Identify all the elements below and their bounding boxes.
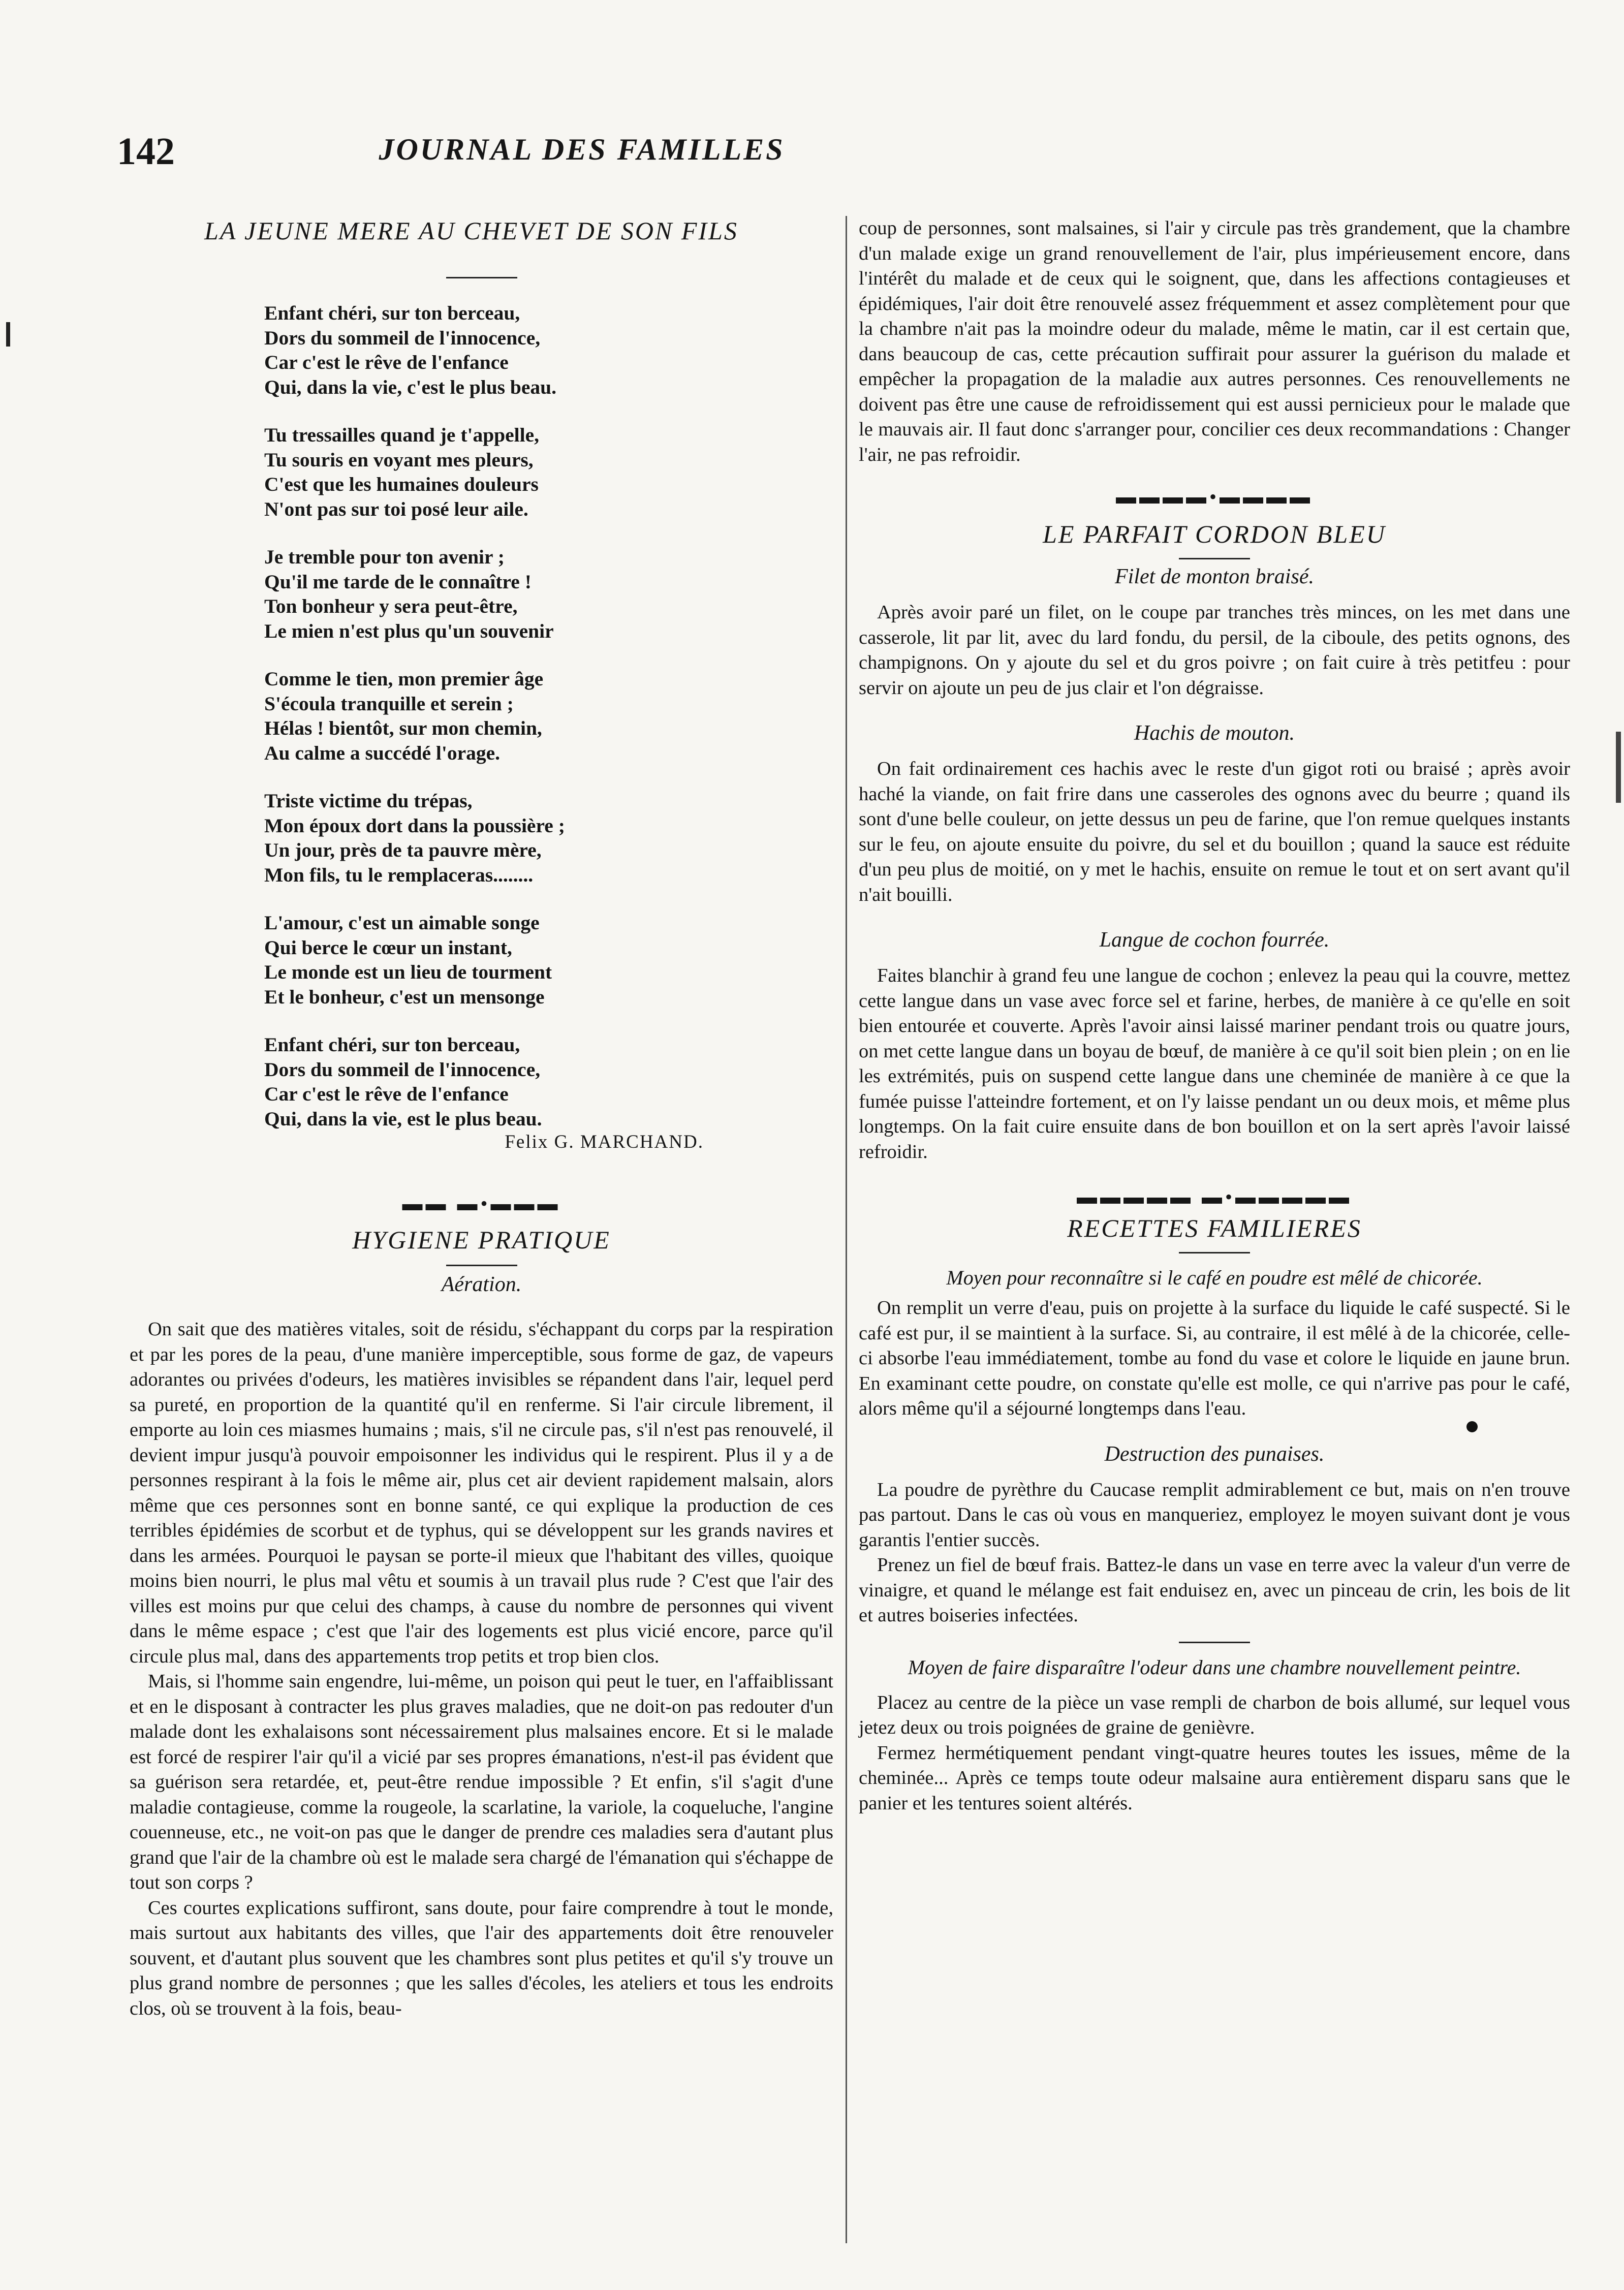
recipe-title: Filet de monton braisé. bbox=[1115, 565, 1314, 588]
poem-verse: Mon fils, tu le remplaceras........ bbox=[264, 863, 534, 886]
recipe-text: On fait ordinairement ces hachis avec le reste d'un gigot roti ou braisé ; après avoir haché la viande, on fait frire dans une casseroles des ognons avec du beurre ; quand ils sont d'une belle couleur, on jette dessus un peu de farine, que l'on remue quelques instants sur le feu, on ajoute ensuite du poivre, du sel et du bouillon ; quand la sauce est réduite d'un peu plus de moitié, on y met le hachis, ensuite on remue le tout et on sert avant qu'il n'ait bouilli. bbox=[859, 758, 1570, 905]
poem-stanza bbox=[264, 911, 833, 1009]
recette-text: Prenez un fiel de bœuf frais. Battez-le dans un vase en terre avec la valeur d'un verre de vinaigre, et quand le mélange est fait enduisez en, avec un pinceau de crin, les bois de lit et autres boiseries infectées. bbox=[859, 1554, 1570, 1626]
poem-verse: Enfant chéri, sur ton berceau, bbox=[264, 1033, 520, 1056]
poem-verse: Hélas ! bientôt, sur mon chemin, bbox=[264, 717, 542, 739]
poem-stanza bbox=[264, 301, 833, 399]
poem-verse: Qu'il me tarde de le connaître ! bbox=[264, 570, 532, 593]
hygiene-continuation: coup de personnes, sont malsaines, si l'air y circule pas très grandement, que la chambre d'un malade exige un grand renouvellement de l'air, plus impérieusement encore, dans l'intérêt du malade et de ceux qui le soignent, que, dans les affections contagieuses et épidémiques, l'air doit être renouvelé assez fréquemment et assez complètement pour que la chambre n'ait pas la moindre odeur du malade, même le matin, car il est certain que, dans beaucoup de cas, cette précaution suffirait pour assurer la guérison du malade et empêcher la propagation de la maladie aux autres personnes. Ces renouvellements ne doivent pas être une cause de refroidissement qui est aussi pernicieux pour le malade que le mauvais air. Il faut donc s'arranger pour, concilier ces deux recommandations : Changer l'air, ne pas refroidir. bbox=[859, 217, 1570, 465]
poem-verse: L'amour, c'est un aimable songe bbox=[264, 912, 540, 934]
poem-verse: Qui, dans la vie, est le plus beau. bbox=[264, 1107, 542, 1130]
poem-stanza bbox=[264, 789, 833, 887]
column-divider bbox=[846, 216, 847, 2243]
poem-verse: Qui berce le cœur un instant, bbox=[264, 936, 512, 959]
poem-signature: Felix G. MARCHAND. bbox=[505, 1132, 704, 1152]
poem-stanza bbox=[264, 1032, 833, 1131]
poem-verse: Qui, dans la vie, c'est le plus beau. bbox=[264, 375, 557, 398]
recette-title: Moyen de faire disparaître l'odeur dans une chambre nouvellement peintre. bbox=[908, 1655, 1521, 1679]
poem-verse: C'est que les humaines douleurs bbox=[264, 473, 539, 495]
recette-text: Fermez hermétiquement pendant vingt-quatre heures toutes les issues, même de la cheminée... Après ce temps toute odeur malsaine aura entièrement disparu sans que le panier et les tentures soient altérés. bbox=[859, 1742, 1570, 1814]
recipe-title: Hachis de mouton. bbox=[1134, 721, 1295, 745]
poem-verse: Dors du sommeil de l'innocence, bbox=[264, 1058, 541, 1081]
section-ornament: ▬▬▬▬▬ ▬•▬▬▬▬▬ bbox=[1076, 1185, 1352, 1208]
poem-verse: Le monde est un lieu de tourment bbox=[264, 961, 552, 983]
poem-verse: N'ont pas sur toi posé leur aile. bbox=[264, 497, 528, 520]
left-column bbox=[130, 216, 833, 2021]
cordon-bleu-title: LE PARFAIT CORDON BLEU bbox=[1043, 520, 1386, 548]
poem-verse: Dors du sommeil de l'innocence, bbox=[264, 326, 541, 349]
right-column bbox=[859, 216, 1570, 1816]
recette-title: Destruction des punaises. bbox=[1104, 1442, 1325, 1466]
poem-verse: Mon époux dort dans la poussière ; bbox=[264, 814, 565, 837]
poem-verse: Et le bonheur, c'est un mensonge bbox=[264, 985, 545, 1008]
title-rule bbox=[446, 277, 517, 278]
poem-verse: S'écoula tranquille et serein ; bbox=[264, 692, 514, 715]
title-rule bbox=[446, 1265, 517, 1266]
poem-title: LA JEUNE MERE AU CHEVET DE SON FILS bbox=[204, 216, 738, 245]
journal-title: JOURNAL DES FAMILLES bbox=[379, 133, 785, 166]
recipe-title: Langue de cochon fourrée. bbox=[1099, 928, 1330, 952]
recette-text: La poudre de pyrèthre du Caucase remplit admirablement ce but, mais on n'en trouve pas partout. Dans le cas où vous en manqueriez, employez le moyen suivant dont je vous garantis l'entier succès. bbox=[859, 1479, 1570, 1551]
poem-verse: Tu souris en voyant mes pleurs, bbox=[264, 448, 534, 471]
title-rule bbox=[1179, 1252, 1250, 1253]
hygiene-paragraph: Mais, si l'homme sain engendre, lui-même, un poison qui peut le tuer, en l'affaiblissant et en le disposant à contracter les plus graves maladies, que ne doit-on pas redouter d'un malade dont les exhalaisons sont nécessairement plus malsaines encore. Et si le malade est forcé de respirer l'air qu'il a vicié par ses propres émanations, n'est-il pas évident que sa guérison sera retardée, et, peut-être rendue impossible ? Et enfin, s'il s'agit d'une maladie contagieuse, comme la rougeole, la scarlatine, la variole, la coqueluche, l'angine couenneuse, etc., ne voit-on pas que le danger de prendre ces maladies sera d'autant plus grand que l'air de la chambre où est le malade sera chargé de l'émanation qui s'échappe de tout son corps ? bbox=[130, 1671, 833, 1893]
poem-verse: Enfant chéri, sur ton berceau, bbox=[264, 302, 520, 324]
recette-text: On remplit un verre d'eau, puis on projette à la surface du liquide le café suspecté. Si le café est pur, il se maintient à la surface. Si, au contraire, il est mêlé à de la chicorée, celle-ci absorbe l'eau immédiatement, tombe au fond du vase et colore le liquide en jaune brun. En examinant cette poudre, on constate qu'elle est molle, ce qui n'arrive pas pour le café, alors même qu'il a séjourné longtemps dans l'eau. bbox=[859, 1297, 1570, 1419]
section-ornament: ▬▬ ▬•▬▬▬ bbox=[402, 1192, 561, 1215]
poem-stanza bbox=[264, 667, 833, 765]
recette-title: Moyen pour reconnaître si le café en poudre est mêlé de chicorée. bbox=[946, 1266, 1483, 1289]
hygiene-paragraph: Ces courtes explications suffiront, sans doute, pour faire comprendre à tout le monde, mais surtout aux habitants des villes, que l'air des appartements doit être renouveler souvent, et d'autant plus souvent que les chambres sont plus petites et qu'il s'y trouve un plus grand nombre de personnes ; que les salles d'écoles, les ateliers et tous les endroits clos, où se trouvent à la fois, beau- bbox=[130, 1897, 833, 2019]
recipe-text: Après avoir paré un filet, on le coupe par tranches très minces, on les met dans une casserole, lit par lit, avec du lard fondu, du persil, de la ciboule, des petits ognons, des champignons. On y ajoute du sel et du gros poivre ; on fait cuire à très petitfeu : pour servir on ajoute un peu de jus clair et l'on dégraisse. bbox=[859, 602, 1570, 699]
hygiene-title: HYGIENE PRATIQUE bbox=[352, 1226, 611, 1254]
poem-verse: Car c'est le rêve de l'enfance bbox=[264, 351, 509, 373]
margin-mark bbox=[6, 322, 10, 347]
page-number: 142 bbox=[117, 130, 175, 173]
recettes-title: RECETTES FAMILIERES bbox=[1067, 1214, 1362, 1242]
poem-verse: Tu tressailles quand je t'appelle, bbox=[264, 424, 540, 446]
poem-verse: Le mien n'est plus qu'un souvenir bbox=[264, 619, 554, 642]
poem-verse: Car c'est le rêve de l'enfance bbox=[264, 1083, 509, 1105]
poem-verse: Triste victime du trépas, bbox=[264, 790, 473, 812]
poem-verse: Ton bonheur y sera peut-être, bbox=[264, 595, 518, 617]
hygiene-subtitle: Aération. bbox=[441, 1273, 522, 1296]
poem-stanza bbox=[264, 545, 833, 643]
title-rule bbox=[1179, 558, 1250, 559]
recette-text: Placez au centre de la pièce un vase rempli de charbon de bois allumé, sur lequel vous jetez deux ou trois poignées de graine de genièvre. bbox=[859, 1691, 1570, 1738]
hygiene-paragraph: On sait que des matières vitales, soit de résidu, s'échappant du corps par la respiration et par les pores de la peau, d'une manière imperceptible, sous forme de gaz, de vapeurs adorantes ou privées d'odeurs, les matières invisibles se répandent dans l'air, lequel perd sa pureté, en proportion de la quantité qu'il en renferme. Si l'air circule librement, il emporte au loin ces miasmes humains ; mais, s'il ne circule pas, s'il n'est pas renouvelé, il devient impur jusqu'à pouvoir empoisonner les individus qui le respirent. Plus il y a de personnes respirant à la fois le même air, plus cet air devient rapidement malsain, alors même que ces personnes sont en bonne santé, ce qui explique la production de ces terribles épidémies de scorbut et de typhus, qui se développent sur les grands navires et dans les armées. Pourquoi le paysan se porte-il mieux que l'habitant des villes, quoique moins bien nourri, le plus mal vêtu et soumis à un travail plus rude ? C'est que l'air des villes est moins pur que celui des champs, à cause du nombre de personnes qui vivent dans le même espace ; c'est que l'air des logements est plus vicié encore, parce qu'il circule plus mal, dans des appartements trop petits et trop bien clos. bbox=[130, 1319, 833, 1667]
margin-mark bbox=[1616, 732, 1621, 803]
poem-verse: Au calme a succédé l'orage. bbox=[264, 741, 501, 764]
section-rule bbox=[1179, 1642, 1250, 1643]
poem bbox=[264, 301, 833, 1131]
poem-verse: Je tremble pour ton avenir ; bbox=[264, 546, 505, 568]
section-ornament: ▬▬▬▬•▬▬▬▬ bbox=[1115, 485, 1313, 508]
poem-verse: Un jour, près de ta pauvre mère, bbox=[264, 839, 542, 861]
poem-stanza bbox=[264, 423, 833, 521]
page-header bbox=[117, 130, 1047, 185]
poem-verse: Comme le tien, mon premier âge bbox=[264, 668, 544, 690]
recipe-text: Faites blanchir à grand feu une langue de cochon ; enlevez la peau qui la couvre, mettez cette langue dans un vase avec force sel et farine, herbes, de manière à ce qu'elle en soit bien entourée et couverte. Après l'avoir ainsi laissé mariner pendant trois ou quatre jours, on met cette langue dans un boyau de bœuf, de manière à ce qu'il soit bien plein ; on en lie les extrémités, puis on suspend cette langue dans une cheminée de manière à ce que la fumée puisse l'atteindre fortement, et on l'y laisse pendant un ou deux mois, et même plus longtemps. On la fait cuire ensuite dans de bon bouillon et on la sert après l'avoir laissé refroidir. bbox=[859, 965, 1570, 1163]
